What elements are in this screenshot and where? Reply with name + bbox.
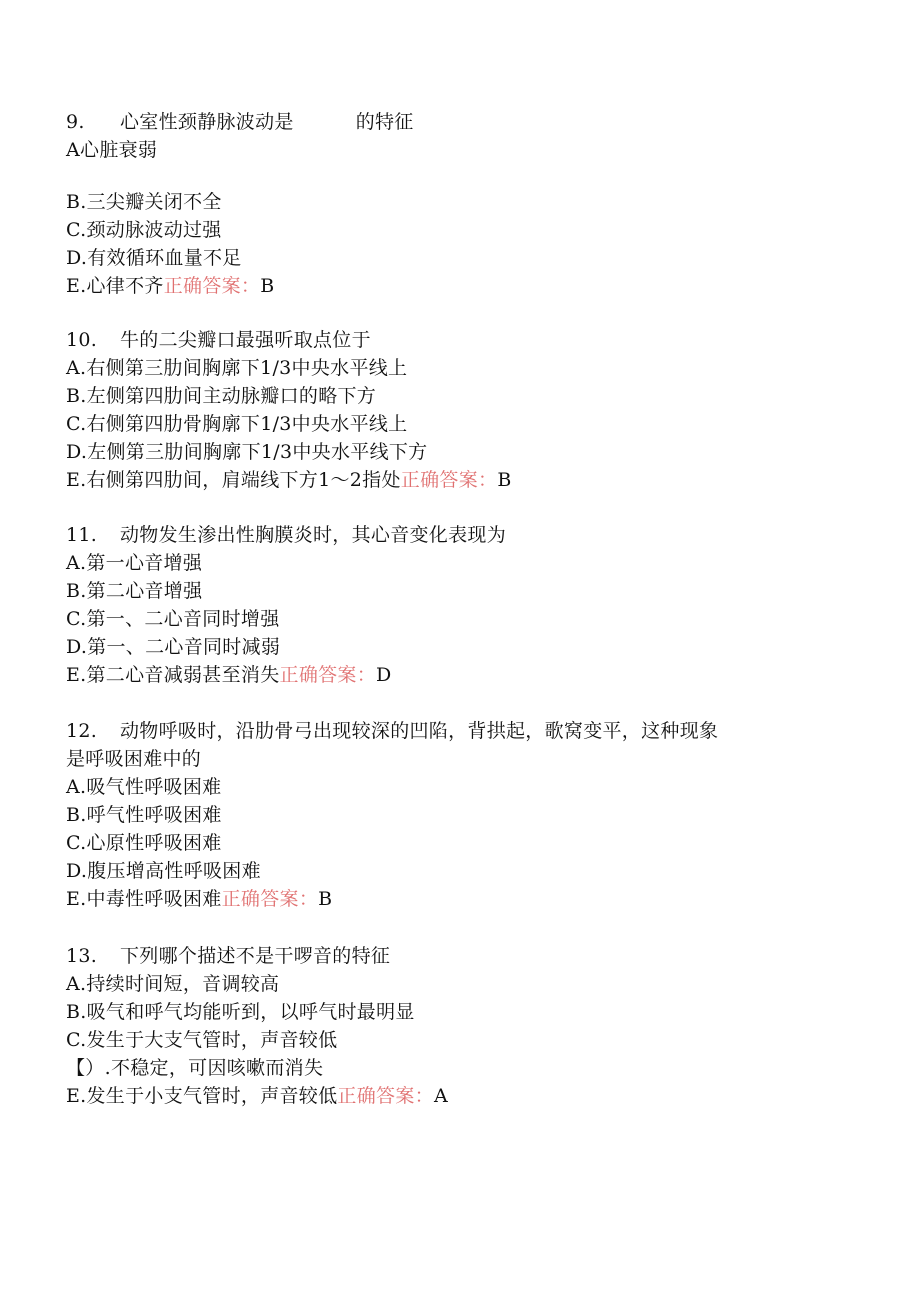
- option-e-with-answer: [66, 466, 846, 494]
- question-number: 9.: [66, 111, 85, 133]
- option-b: B.三尖瓣关闭不全: [66, 191, 222, 213]
- option-a: A.持续时间短，音调较高: [66, 973, 280, 995]
- question-11: [66, 521, 846, 689]
- option-c: C.发生于大支气管时，声音较低: [66, 1029, 338, 1051]
- option-b: B.第二心音增强: [66, 580, 203, 602]
- question-number: 13.: [66, 945, 98, 967]
- answer-label: 正确答案：: [400, 469, 498, 491]
- option-d: D.左侧第三肋间胸廓下1/3中央水平线下方: [66, 441, 428, 463]
- answer-label: 正确答案：: [279, 664, 377, 686]
- question-10: [66, 326, 846, 494]
- option-d: D.有效循环血量不足: [66, 247, 242, 269]
- question-stem: [66, 326, 846, 354]
- question-stem: [66, 942, 846, 970]
- question-12: [66, 717, 846, 913]
- option-b: B.吸气和呼气均能听到，以呼气时最明显: [66, 1001, 415, 1023]
- question-stem-line-2: 是呼吸困难中的: [66, 748, 202, 770]
- question-stem-text: 心室性颈静脉波动是: [120, 111, 294, 133]
- option-a: A心脏衰弱: [66, 139, 158, 161]
- option-a: A.第一心音增强: [66, 552, 203, 574]
- answer-value: D: [376, 664, 392, 686]
- answer-value: B: [260, 275, 275, 297]
- option-e-with-answer: [66, 272, 846, 300]
- option-e-with-answer: [66, 661, 846, 689]
- question-stem-text: 下列哪个描述不是干啰音的特征: [120, 945, 391, 967]
- question-stem-text: 牛的二尖瓣口最强听取点位于: [120, 329, 371, 351]
- option-b: B.左侧第四肋间主动脉瓣口的略下方: [66, 385, 377, 407]
- question-stem: [66, 108, 846, 136]
- option-a: A.右侧第三肋间胸廓下1/3中央水平线上: [66, 357, 408, 379]
- option-b: B.呼气性呼吸困难: [66, 804, 222, 826]
- option-e-with-answer: [66, 1082, 846, 1110]
- answer-value: A: [433, 1085, 448, 1107]
- option-c: C.颈动脉波动过强: [66, 219, 222, 241]
- option-e-with-answer: [66, 885, 846, 913]
- question-number: 10.: [66, 329, 98, 351]
- answer-label: 正确答案：: [337, 1085, 434, 1107]
- answer-label: 正确答案：: [163, 275, 261, 297]
- question-stem-text: 动物呼吸时，沿肋骨弓出现较深的凹陷，背拱起，歌窝变平，这种现象: [120, 720, 719, 742]
- option-c: C.右侧第四肋骨胸廓下1/3中央水平线上: [66, 413, 408, 435]
- answer-value: B: [497, 469, 512, 491]
- option-c: C.心原性呼吸困难: [66, 832, 222, 854]
- question-stem-text: 动物发生渗出性胸膜炎时，其心音变化表现为: [120, 524, 507, 546]
- answer-value: B: [318, 888, 333, 910]
- question-stem: [66, 521, 846, 549]
- option-e: E.心律不齐: [66, 275, 164, 297]
- option-d: D.第一、二心音同时减弱: [66, 636, 281, 658]
- option-d: D.腹压增高性呼吸困难: [66, 860, 261, 882]
- question-number: 12.: [66, 720, 98, 742]
- spacer: [66, 164, 846, 188]
- option-d: 【）.不稳定，可因咳嗽而消失: [66, 1057, 324, 1079]
- option-e: E.发生于小支气管时，声音较低: [66, 1085, 338, 1107]
- question-stem-text-continued: 的特征: [355, 111, 414, 133]
- answer-label: 正确答案：: [221, 888, 319, 910]
- option-e: E.中毒性呼吸困难: [66, 888, 222, 910]
- option-e: E.右侧第四肋间，肩端线下方1～2指处: [66, 469, 401, 491]
- option-c: C.第一、二心音同时增强: [66, 608, 280, 630]
- question-13: [66, 942, 846, 1110]
- option-e: E.第二心音减弱甚至消失: [66, 664, 280, 686]
- question-stem: [66, 717, 846, 745]
- question-number: 11.: [66, 524, 98, 546]
- option-a: A.吸气性呼吸困难: [66, 776, 222, 798]
- question-9: [66, 108, 846, 300]
